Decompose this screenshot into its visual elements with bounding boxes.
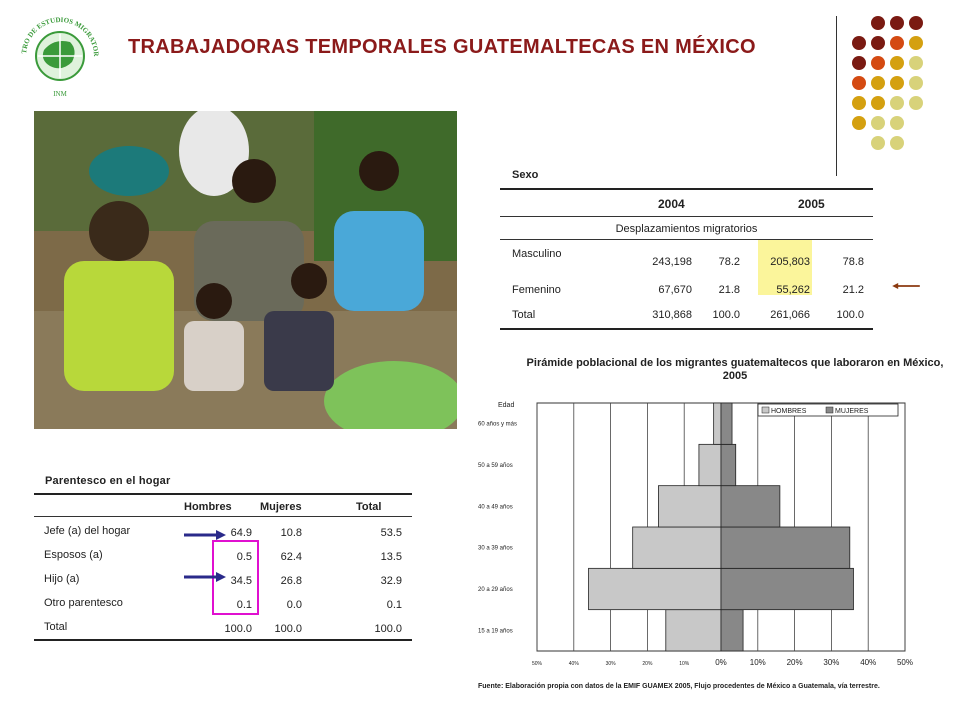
decorative-dot	[909, 56, 923, 70]
bar-hombres	[699, 444, 721, 485]
photo-illustration	[34, 111, 457, 429]
cell: 0.5	[236, 551, 252, 563]
table-rule	[500, 328, 873, 330]
year-2004: 2004	[658, 197, 685, 211]
bar-hombres	[633, 527, 721, 568]
divider	[836, 16, 837, 176]
pyramid-chart	[470, 395, 930, 670]
row-label: Esposos (a)	[44, 549, 103, 561]
row-label: Jefe (a) del hogar	[44, 525, 131, 537]
cell: 13.5	[380, 551, 402, 563]
decorative-dot	[871, 136, 885, 150]
table-rule	[34, 493, 412, 495]
bar-mujeres	[721, 486, 780, 527]
cell: 100.0	[224, 623, 252, 635]
subheader: Desplazamientos migratorios	[615, 223, 758, 235]
row-label: Total	[512, 309, 536, 321]
x-tick-label: 50%	[896, 658, 914, 667]
arrow-right-icon	[184, 572, 226, 582]
decorative-dot	[852, 116, 866, 130]
page-title: TRABAJADORAS TEMPORALES GUATEMALTECAS EN MÉXICO	[128, 36, 756, 58]
x-tick-label: 30%	[823, 658, 840, 667]
bar-mujeres	[721, 568, 853, 609]
decorative-dot	[852, 96, 866, 110]
bar-hombres	[666, 610, 721, 651]
decorative-dot	[871, 56, 885, 70]
decorative-dot	[890, 116, 904, 130]
legend-label-mujeres: MUJERES	[835, 408, 869, 415]
cell: 261,066	[770, 309, 810, 321]
x-tick-label: 20%	[786, 658, 803, 667]
x-tick-label: 10%	[749, 658, 766, 667]
table-rule	[34, 516, 412, 517]
decorative-dot	[890, 56, 904, 70]
chart-title: Pirámide poblacional de los migrantes guatemaltecos que laboraron en México, 2005	[526, 357, 944, 382]
bar-mujeres	[721, 610, 743, 651]
cell: 310,868	[652, 309, 692, 321]
row-label: Total	[44, 621, 68, 633]
table-rule	[500, 216, 873, 217]
cell: 55,262	[776, 284, 810, 296]
y-tick-label: 30 a 39 años	[478, 545, 513, 552]
row-label: Masculino	[512, 248, 562, 260]
legend-label-hombres: HOMBRES	[771, 408, 807, 415]
cell: 34.5	[230, 575, 252, 587]
col-header: Total	[356, 501, 382, 513]
decorative-dot	[909, 36, 923, 50]
cell: 0.1	[236, 599, 252, 611]
cell: 78.2	[718, 256, 740, 268]
cell: 205,803	[770, 256, 810, 268]
y-tick-label: 20 a 29 años	[478, 587, 513, 593]
bar-hombres	[714, 403, 721, 444]
arrow-left-icon	[883, 283, 929, 289]
y-axis-label: Edad	[498, 402, 515, 409]
y-tick-label: 60 años y más	[478, 421, 518, 428]
cell: 100.0	[712, 309, 740, 321]
chart-source: Fuente: Elaboración propia con datos de la EMIF GUAMEX 2005, Flujo procedentes de México a Guatemala, vía terrestre.	[478, 683, 880, 690]
legend-swatch-mujeres	[826, 407, 833, 413]
decorative-dot	[890, 96, 904, 110]
logo-text-bottom: INM	[53, 90, 67, 98]
decorative-dot	[871, 96, 885, 110]
globe-logo-icon	[14, 10, 106, 102]
bar-hombres	[589, 568, 721, 609]
legend-swatch-hombres	[762, 407, 769, 413]
cell: 100.0	[374, 623, 402, 635]
cell: 21.2	[842, 284, 864, 296]
table-rule	[34, 639, 412, 641]
decorative-dot	[852, 56, 866, 70]
decorative-dot	[890, 136, 904, 150]
cell: 67,670	[658, 284, 692, 296]
decorative-dot	[909, 76, 923, 90]
decorative-dots	[852, 14, 952, 164]
parentesco-label: Parentesco en el hogar	[45, 475, 171, 487]
cell: 100.0	[836, 309, 864, 321]
y-tick-label: 50 a 59 años	[478, 463, 513, 469]
workers-photo	[34, 111, 457, 429]
sexo-label: Sexo	[512, 169, 539, 181]
bar-hombres	[658, 486, 721, 527]
bar-mujeres	[721, 444, 736, 485]
cell: 78.8	[842, 256, 864, 268]
cell: 0.1	[386, 599, 402, 611]
y-tick-label: 15 a 19 años	[478, 628, 513, 635]
decorative-dot	[871, 36, 885, 50]
cell: 10.8	[280, 527, 302, 539]
cell: 21.8	[718, 284, 740, 296]
x-tick-label: 0%	[715, 658, 727, 667]
x-tick-label: 50%	[531, 661, 543, 667]
decorative-dot	[909, 16, 923, 30]
year-2005: 2005	[798, 197, 825, 211]
x-tick-label: 20%	[642, 661, 653, 667]
cem-logo	[14, 10, 106, 102]
x-tick-label: 30%	[605, 661, 616, 667]
decorative-dot	[890, 16, 904, 30]
col-header: Hombres	[184, 501, 232, 513]
table-rule	[500, 188, 873, 190]
decorative-dot	[909, 96, 923, 110]
cell: 26.8	[280, 575, 302, 587]
cell: 100.0	[274, 623, 302, 635]
x-tick-label: 10%	[679, 661, 690, 667]
row-label: Femenino	[512, 284, 561, 296]
row-label: Otro parentesco	[44, 597, 123, 609]
decorative-dot	[852, 76, 866, 90]
decorative-dot	[871, 16, 885, 30]
decorative-dot	[871, 116, 885, 130]
cell: 243,198	[652, 256, 692, 268]
cell: 53.5	[380, 527, 402, 539]
table-rule	[500, 239, 873, 240]
cell: 64.9	[230, 527, 252, 539]
decorative-dot	[890, 36, 904, 50]
row-label: Hijo (a)	[44, 573, 80, 585]
decorative-dot	[871, 76, 885, 90]
logo-text-top: TRO DE ESTUDIOS MIGRATOR	[20, 15, 101, 57]
cell: 32.9	[380, 575, 402, 587]
arrow-right-icon	[184, 530, 226, 540]
cell: 62.4	[280, 551, 302, 563]
decorative-dot	[890, 76, 904, 90]
bar-mujeres	[721, 403, 732, 444]
x-tick-label: 40%	[860, 658, 877, 667]
bar-mujeres	[721, 527, 850, 568]
decorative-dot	[852, 36, 866, 50]
x-tick-label: 40%	[568, 661, 579, 667]
cell: 0.0	[286, 599, 302, 611]
col-header: Mujeres	[260, 501, 302, 513]
y-tick-label: 40 a 49 años	[478, 504, 513, 511]
